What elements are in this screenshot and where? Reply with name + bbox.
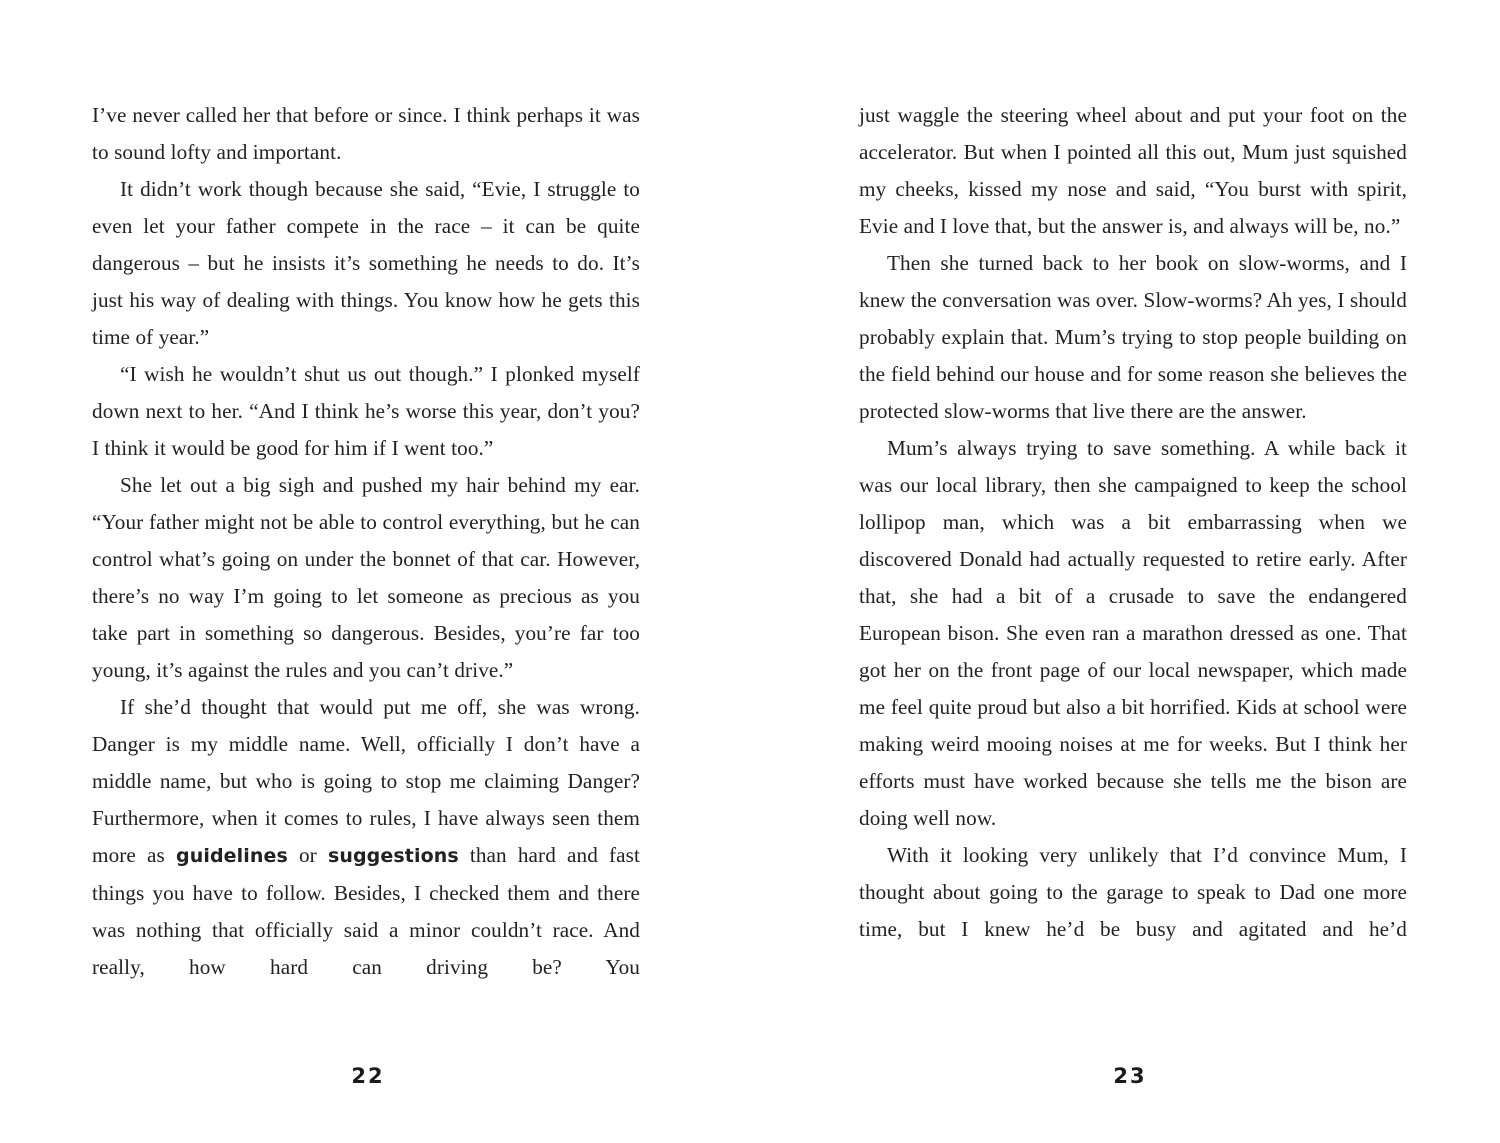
left-paragraph-5-text-b: or [287, 843, 328, 867]
right-paragraph-continuation: just waggle the steering wheel about and put your foot on the accelerator. But when I pointed all this out, Mum just squished my cheeks, kissed my nose and said, “You burst with spirit, Evie and I love that, but the answer is, and always will be, no.” [859, 103, 1407, 238]
left-paragraph-5-text-c: than hard and fast things you have to follow. Besides, I checked them and there was nothing that officially said a minor couldn’t race. And really, how hard can driving be? You [92, 843, 640, 979]
left-paragraph-1: I’ve never called her that before or since. I think perhaps it was to sound lofty and important. [92, 103, 640, 164]
left-paragraph-3: “I wish he wouldn’t shut us out though.” I plonked myself down next to her. “And I think he’s worse this year, don’t you? I think it would be good for him if I went too.” [92, 362, 640, 460]
left-paragraph-5-text-a: If she’d thought that would put me off, she was wrong. Danger is my middle name. Well, officially I don’t have a middle name, but who is going to stop me claiming Danger? Furthermore, when it comes to rules, I have always seen them more as [92, 695, 640, 867]
left-paragraph-4: She let out a big sigh and pushed my hair behind my ear. “Your father might not be able to control everything, but he can control what’s going on under the bonnet of that car. However, there’s no way I’m going to let someone as precious as you take part in something so dangerous. Besides, you’re far too young, it’s against the rules and you can’t drive.” [92, 473, 640, 682]
page-number-left: 22 [351, 1064, 385, 1088]
left-page [92, 97, 640, 986]
left-paragraph-5 [92, 689, 640, 986]
left-paragraph-2: It didn’t work though because she said, “Evie, I struggle to even let your father compete in the race – it can be quite dangerous – but he insists it’s something he needs to do. It’s just his way of dealing with things. You know how he gets this time of year.” [92, 177, 640, 349]
emphasis-suggestions: suggestions [327, 845, 459, 867]
right-paragraph-2: Mum’s always trying to save something. A while back it was our local library, then she campaigned to keep the school lollipop man, which was a bit embarrassing when we discovered Donald had actually requested to retire early. After that, she had a bit of a crusade to save the endangered European bison. She even ran a marathon dressed as one. That got her on the front page of our local newspaper, which made me feel quite proud but also a bit horrified. Kids at school were making weird mooing noises at me for weeks. But I think her efforts must have worked because she tells me the bison are doing well now. [859, 436, 1407, 830]
right-paragraph-1: Then she turned back to her book on slow-worms, and I knew the conversation was over. Slow-worms? Ah yes, I should probably explain that. Mum’s trying to stop people building on the field behind our house and for some reason she believes the protected slow-worms that live there are the answer. [859, 251, 1407, 423]
page-number-right: 23 [1113, 1064, 1147, 1088]
emphasis-guidelines: guidelines [176, 845, 288, 867]
right-page [859, 97, 1407, 948]
right-paragraph-3: With it looking very unlikely that I’d convince Mum, I thought about going to the garage to speak to Dad one more time, but I knew he’d be busy and agitated and he’d [859, 843, 1407, 941]
